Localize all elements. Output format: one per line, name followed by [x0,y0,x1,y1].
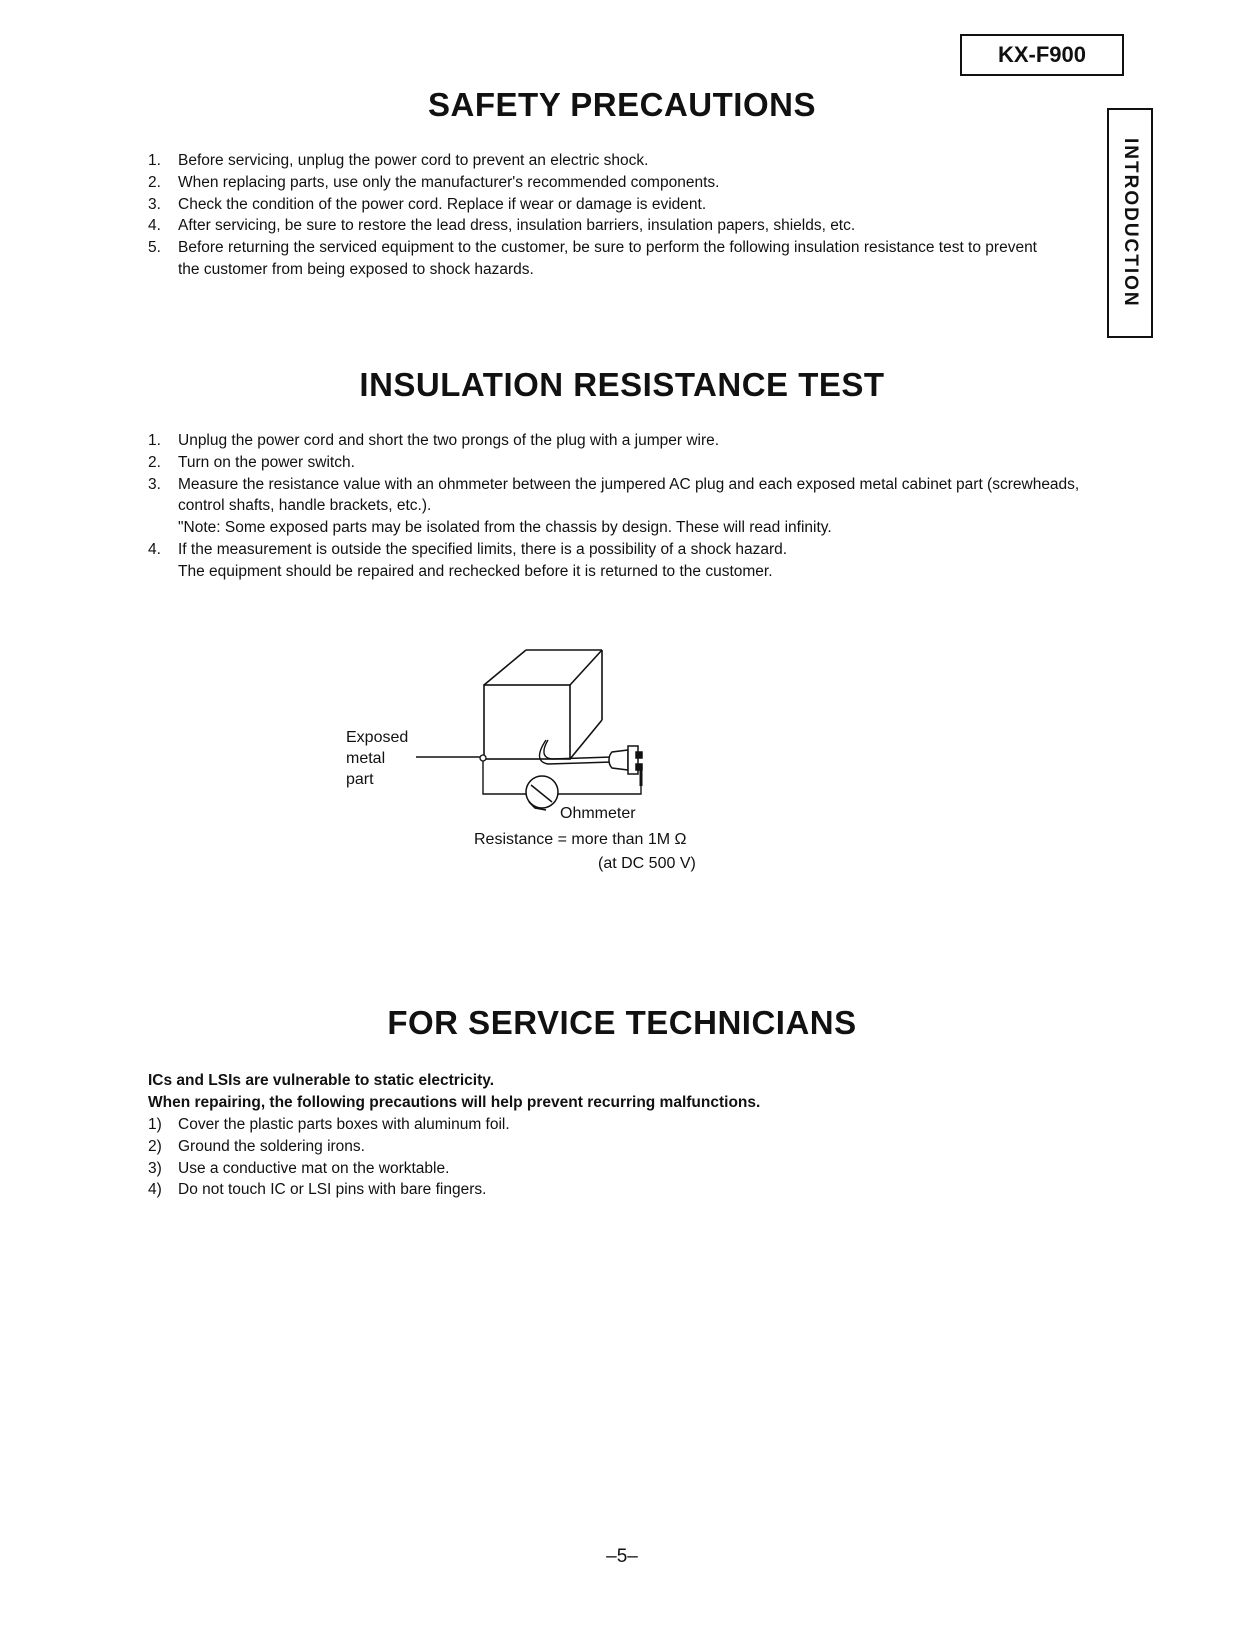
model-number: KX-F900 [997,42,1087,67]
list-item: 2. Turn on the power switch. [148,453,355,471]
list-item: 1. Unplug the power cord and short the two prongs of the plug with a jumper wire. [148,432,720,449]
ac-plug-drawing [609,746,642,786]
insulation-title: INSULATION RESISTANCE TEST [359,366,885,403]
list-item: 1. Before servicing, unplug the power cord to prevent an electric shock. [148,152,649,169]
service-intro-1: ICs and LSIs are vulnerable to static electricity. [148,1072,495,1089]
list-item: 4. If the measurement is outside the specified limits, there is a possibility of a shock hazard. [148,540,788,558]
side-tab-label: INTRODUCTION [1120,138,1141,308]
list-item: 3. Check the condition of the power cord. Replace if wear or damage is evident. [148,195,707,213]
resistance-condition: (at DC 500 V) [598,855,696,872]
list-item: "Note: Some exposed parts may be isolated from the chassis by design. These will read infinity. [178,519,832,537]
exposed-label-1: Exposed [346,729,409,746]
exposed-label-3: part [346,771,374,788]
list-item: 1) Cover the plastic parts boxes with aluminum foil. [148,1116,510,1133]
resistance-label: Resistance = more than 1M Ω [474,831,687,848]
service-list [148,1114,1048,1201]
ohmmeter-label: Ohmmeter [560,805,636,822]
service-intro-2: When repairing, the following precautions will help prevent recurring malfunctions. [148,1094,761,1111]
ohmmeter-symbol [526,776,558,810]
safety-list [148,150,1048,281]
insulation-test-diagram [346,640,750,910]
list-item: 3. Measure the resistance value with an ohmmeter between the jumpered AC plug and each exposed metal cabinet part (screwheads, control shafts, handle brackets, etc.). [148,475,1080,515]
service-title: FOR SERVICE TECHNICIANS [387,1004,857,1041]
list-item: 2) Ground the soldering irons. [148,1137,365,1155]
list-item: 4) Do not touch IC or LSI pins with bare fingers. [148,1181,487,1199]
list-item: 4. After servicing, be sure to restore the lead dress, insulation barriers, insulation papers, shields, etc. [148,217,856,235]
exposed-metal-terminal [480,755,486,761]
section-side-tab [1107,108,1153,338]
list-item: The equipment should be repaired and rechecked before it is returned to the customer. [178,562,773,580]
safety-title: SAFETY PRECAUTIONS [428,86,816,123]
page-number: –5– [606,1546,638,1567]
cabinet-drawing [484,650,602,759]
exposed-label-2: metal [346,750,386,767]
model-number-box [960,34,1124,76]
list-item: 2. When replacing parts, use only the manufacturer's recommended components. [148,173,720,191]
list-item: 3) Use a conductive mat on the worktable. [148,1159,450,1177]
insulation-list [148,430,1108,583]
list-item: 5. Before returning the serviced equipment to the customer, be sure to perform the following insulation resistance test to prevent the customer from being exposed to shock hazards. [148,239,1037,278]
